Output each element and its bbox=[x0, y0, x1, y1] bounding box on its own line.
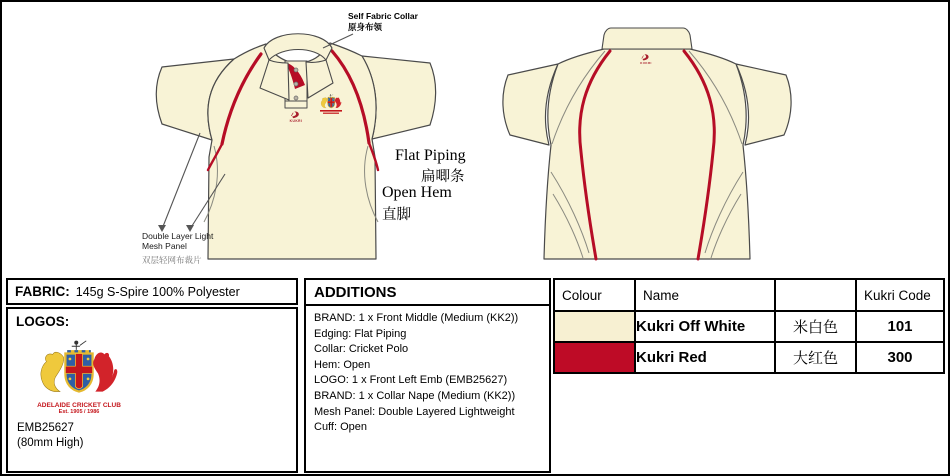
embroidery-code: EMB25627 bbox=[17, 422, 74, 434]
crest-club-name: ADELAIDE CRICKET CLUB bbox=[37, 402, 121, 409]
annotation-self-fabric-collar-zh: 原身布领 bbox=[348, 21, 383, 32]
front-view-drawing bbox=[156, 34, 435, 259]
colour-code: 300 bbox=[856, 342, 944, 373]
swatch-red bbox=[554, 342, 635, 373]
addition-item: Hem: Open bbox=[314, 358, 371, 371]
fabric-label: FABRIC: bbox=[15, 284, 70, 299]
crest-logo-large bbox=[24, 339, 134, 416]
logos-box bbox=[6, 307, 298, 473]
annotation-self-fabric-collar-en: Self Fabric Collar bbox=[348, 11, 418, 21]
crest-established: Est. 1905 / 1986 bbox=[58, 409, 100, 415]
addition-item: BRAND: 1 x Collar Nape (Medium (KK2)) bbox=[314, 389, 516, 402]
header-name-zh bbox=[775, 279, 856, 311]
annotation-mesh-panel-line1: Double Layer Light bbox=[142, 231, 214, 241]
additions-header: ADDITIONS bbox=[306, 280, 549, 306]
embroidery-size: (80mm High) bbox=[17, 436, 84, 449]
addition-item: Mesh Panel: Double Layered Lightweight bbox=[314, 405, 515, 418]
crest-logo-art bbox=[29, 339, 129, 397]
header-kukri-code: Kukri Code bbox=[856, 279, 944, 311]
additions-list bbox=[306, 306, 549, 441]
colour-table bbox=[553, 278, 945, 374]
annotation-open-hem-zh: 直脚 bbox=[382, 207, 411, 223]
fabric-value: 145g S-Spire 100% Polyester bbox=[75, 284, 240, 299]
back-view-drawing bbox=[503, 28, 791, 259]
annotation-open-hem-en: Open Hem bbox=[382, 184, 452, 201]
swatch-off-white bbox=[554, 311, 635, 342]
embroidery-info bbox=[17, 421, 83, 450]
additions-box bbox=[304, 278, 551, 473]
annotation-self-fabric-collar bbox=[348, 11, 418, 32]
colour-name: Kukri Off White bbox=[635, 311, 775, 342]
addition-item: Collar: Cricket Polo bbox=[314, 343, 409, 356]
header-colour: Colour bbox=[554, 279, 635, 311]
annotation-flat-piping-zh: 扁唧条 bbox=[421, 169, 465, 185]
colour-name-zh: 大红色 bbox=[775, 342, 856, 373]
table-row bbox=[554, 342, 944, 373]
annotation-mesh-panel-zh: 双层轻网布裁片 bbox=[142, 255, 202, 265]
annotation-mesh-panel-line2: Mesh Panel bbox=[142, 241, 187, 251]
header-name: Name bbox=[635, 279, 775, 311]
annotation-flat-piping-en: Flat Piping bbox=[395, 147, 466, 164]
addition-item: Cuff: Open bbox=[314, 421, 367, 434]
addition-item: BRAND: 1 x Front Middle (Medium (KK2)) bbox=[314, 312, 519, 324]
colour-code: 101 bbox=[856, 311, 944, 342]
colour-name-zh: 米白色 bbox=[775, 311, 856, 342]
addition-item: LOGO: 1 x Front Left Emb (EMB25627) bbox=[314, 374, 508, 387]
table-row bbox=[554, 311, 944, 342]
fabric-box bbox=[6, 278, 298, 305]
colour-table-header-row bbox=[554, 279, 944, 311]
logos-label: LOGOS: bbox=[16, 314, 70, 329]
garment-drawings: KUKRI bbox=[2, 2, 948, 276]
addition-item: Edging: Flat Piping bbox=[314, 327, 407, 340]
colour-name: Kukri Red bbox=[635, 342, 775, 373]
annotation-mesh-panel bbox=[142, 231, 213, 251]
